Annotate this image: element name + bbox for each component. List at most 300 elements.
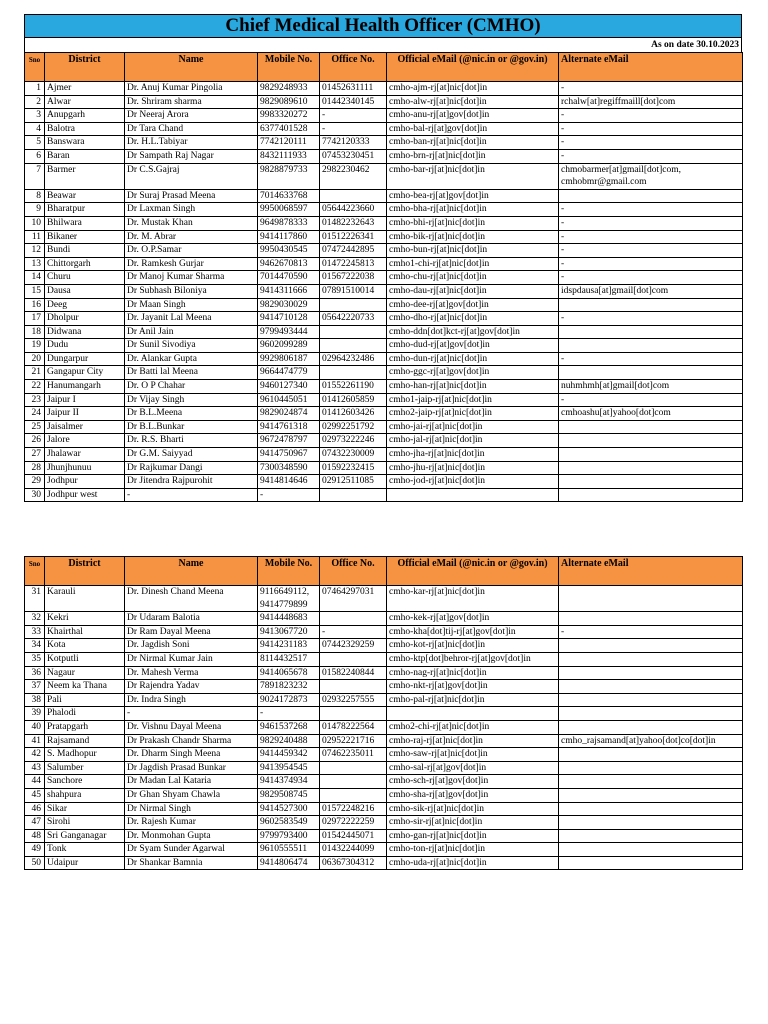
cell-name: Dr Shankar Bamnia <box>125 856 258 870</box>
cell-alt-email: - <box>559 352 743 366</box>
cell-name: Dr. O P Chahar <box>125 380 258 394</box>
cell-name: Dr. Indra Singh <box>125 693 258 707</box>
cell-district: Gangapur City <box>45 366 125 380</box>
cell-district: Pali <box>45 693 125 707</box>
cell-mobile: 9649878333 <box>258 216 320 230</box>
cell-name: Dr Sampath Raj Nagar <box>125 149 258 163</box>
cell-email: cmho1-jaip-rj[at]nic[dot]in <box>387 393 559 407</box>
cell-office: 01412603426 <box>320 407 387 421</box>
cell-mobile: 9414750967 <box>258 448 320 462</box>
cell-name: Dr. Vishnu Dayal Meena <box>125 720 258 734</box>
cell-sno: 15 <box>25 284 45 298</box>
cell-mobile: 9414117860 <box>258 230 320 244</box>
cell-alt-email: - <box>559 393 743 407</box>
cell-sno: 50 <box>25 856 45 870</box>
table-row <box>25 761 743 775</box>
cell-name: Dr G.M. Saiyyad <box>125 448 258 462</box>
cell-sno: 47 <box>25 816 45 830</box>
cell-email: cmho-jod-rj[at]nic[dot]in <box>387 475 559 489</box>
cell-office: 01582240844 <box>320 666 387 680</box>
cell-mobile: 9829030029 <box>258 298 320 312</box>
cell-email: cmho-kek-rj[at]gov[dot]in <box>387 612 559 626</box>
cell-alt-email: - <box>559 203 743 217</box>
cell-email: cmho-sir-rj[at]nic[dot]in <box>387 816 559 830</box>
table-row <box>25 693 743 707</box>
cell-mobile: 9829508745 <box>258 788 320 802</box>
cell-email: cmho-nag-rj[at]nic[dot]in <box>387 666 559 680</box>
cell-email: cmho-bha-rj[at]nic[dot]in <box>387 203 559 217</box>
cell-district: Kota <box>45 639 125 653</box>
cell-mobile: 9414459342 <box>258 748 320 762</box>
cell-alt-email: - <box>559 257 743 271</box>
cell-mobile: 9414231183 <box>258 639 320 653</box>
cell-name: Dr Rajkumar Dangi <box>125 461 258 475</box>
cell-name: Dr. Rajesh Kumar <box>125 816 258 830</box>
header-email: Official eMail (@nic.in or @gov.in) <box>387 557 559 586</box>
table-row <box>25 612 743 626</box>
cell-sno: 32 <box>25 612 45 626</box>
table-row <box>25 312 743 326</box>
cell-sno: 36 <box>25 666 45 680</box>
header-sno: Sno <box>25 53 45 82</box>
cell-mobile: 9929806187 <box>258 352 320 366</box>
cell-sno: 21 <box>25 366 45 380</box>
cell-email: cmho1-chi-rj[at]nic[dot]in <box>387 257 559 271</box>
table-row <box>25 366 743 380</box>
cell-sno: 4 <box>25 122 45 136</box>
cell-email: cmho-dee-rj[at]gov[dot]in <box>387 298 559 312</box>
cell-mobile: 9828879733 <box>258 163 320 189</box>
cell-office: 01478222564 <box>320 720 387 734</box>
cell-alt-email: - <box>559 216 743 230</box>
cell-name: Dr. O.P.Samar <box>125 244 258 258</box>
cell-sno: 42 <box>25 748 45 762</box>
header-mobile: Mobile No. <box>258 53 320 82</box>
cell-alt-email <box>559 666 743 680</box>
cell-alt-email: - <box>559 230 743 244</box>
cell-district: Beawar <box>45 189 125 203</box>
cell-email: cmho-sch-rj[at]gov[dot]in <box>387 775 559 789</box>
cell-sno: 39 <box>25 707 45 721</box>
cell-alt-email <box>559 639 743 653</box>
cell-alt-email: - <box>559 109 743 123</box>
cell-mobile: 9829024874 <box>258 407 320 421</box>
cell-alt-email <box>559 843 743 857</box>
table-row <box>25 586 743 612</box>
cell-name: Dr Suraj Prasad Meena <box>125 189 258 203</box>
cell-office <box>320 775 387 789</box>
cell-office: 01432244099 <box>320 843 387 857</box>
cell-alt-email: cmhoashu[at]yahoo[dot]com <box>559 407 743 421</box>
cell-office: 01472245813 <box>320 257 387 271</box>
cell-sno: 38 <box>25 693 45 707</box>
cell-name: Dr. Jayanit Lal Meena <box>125 312 258 326</box>
cell-alt-email: - <box>559 271 743 285</box>
cell-district: Bharatpur <box>45 203 125 217</box>
cell-district: Nagaur <box>45 666 125 680</box>
cell-email: cmho-anu-rj[at]gov[dot]in <box>387 109 559 123</box>
cell-name: Dr Nirmal Singh <box>125 802 258 816</box>
cell-office: 02992251792 <box>320 420 387 434</box>
cell-alt-email <box>559 189 743 203</box>
cell-mobile: 9829248933 <box>258 82 320 96</box>
cell-name: Dr. Shriram sharma <box>125 95 258 109</box>
cell-email: cmho-ban-rj[at]nic[dot]in <box>387 136 559 150</box>
cell-name: Dr Udaram Balotia <box>125 612 258 626</box>
cell-alt-email: rchalw[at]regiffmaill[dot]com <box>559 95 743 109</box>
cell-office <box>320 612 387 626</box>
cell-district: Dausa <box>45 284 125 298</box>
cell-name: Dr. Dharm Singh Meena <box>125 748 258 762</box>
cell-sno: 16 <box>25 298 45 312</box>
cell-name: Dr Nirmal Kumar Jain <box>125 652 258 666</box>
header-name: Name <box>125 557 258 586</box>
cell-district: Didwana <box>45 325 125 339</box>
table-row <box>25 461 743 475</box>
cell-mobile: 9414814646 <box>258 475 320 489</box>
cell-name: Dr. Monmohan Gupta <box>125 829 258 843</box>
cell-district: Anupgarh <box>45 109 125 123</box>
cell-email: cmho-han-rj[at]nic[dot]in <box>387 380 559 394</box>
cell-name: Dr. Dinesh Chand Meena <box>125 586 258 612</box>
cell-sno: 30 <box>25 488 45 502</box>
cell-sno: 40 <box>25 720 45 734</box>
cell-office <box>320 680 387 694</box>
cell-office: 01482232643 <box>320 216 387 230</box>
cell-office: 02952221716 <box>320 734 387 748</box>
cell-name: Dr. Ramkesh Gurjar <box>125 257 258 271</box>
cell-district: Khairthal <box>45 625 125 639</box>
table-row <box>25 625 743 639</box>
cell-name: Dr Vijay Singh <box>125 393 258 407</box>
cell-sno: 25 <box>25 420 45 434</box>
cell-sno: 45 <box>25 788 45 802</box>
cell-alt-email <box>559 748 743 762</box>
cell-district: Jhunjhunuu <box>45 461 125 475</box>
table-row <box>25 257 743 271</box>
cell-email: cmho-ggc-rj[at]gov[dot]in <box>387 366 559 380</box>
cell-sno: 28 <box>25 461 45 475</box>
cell-name: Dr Jitendra Rajpurohit <box>125 475 258 489</box>
cell-alt-email: chmobarmer[at]gmail[dot]com, cmhobmr@gmail.com <box>559 163 743 189</box>
cell-alt-email <box>559 325 743 339</box>
cell-alt-email <box>559 586 743 612</box>
table-row <box>25 230 743 244</box>
cell-sno: 41 <box>25 734 45 748</box>
cell-sno: 13 <box>25 257 45 271</box>
cell-alt-email <box>559 652 743 666</box>
cell-sno: 43 <box>25 761 45 775</box>
table-row <box>25 856 743 870</box>
cell-sno: 46 <box>25 802 45 816</box>
cell-alt-email <box>559 788 743 802</box>
cell-alt-email <box>559 488 743 502</box>
cell-mobile: 9413067720 <box>258 625 320 639</box>
cell-office <box>320 189 387 203</box>
cell-email: cmho-jha-rj[at]nic[dot]in <box>387 448 559 462</box>
cell-mobile: 8114432517 <box>258 652 320 666</box>
cell-email: cmho-bar-rj[at]nic[dot]in <box>387 163 559 189</box>
table-row <box>25 666 743 680</box>
header-email: Official eMail (@nic.in or @gov.in) <box>387 53 559 82</box>
cell-email: cmho-alw-rj[at]nic[dot]in <box>387 95 559 109</box>
cell-sno: 14 <box>25 271 45 285</box>
cell-alt-email: idspdausa[at]gmail[dot]com <box>559 284 743 298</box>
cell-mobile: 7014633768 <box>258 189 320 203</box>
cell-email: cmho-jhu-rj[at]nic[dot]in <box>387 461 559 475</box>
cell-office: 07432230009 <box>320 448 387 462</box>
cell-mobile: 9414311666 <box>258 284 320 298</box>
header-district: District <box>45 53 125 82</box>
cell-office: 01412605859 <box>320 393 387 407</box>
cell-sno: 3 <box>25 109 45 123</box>
cell-alt-email <box>559 856 743 870</box>
cell-district: Rajsamand <box>45 734 125 748</box>
cell-office <box>320 366 387 380</box>
cell-alt-email: - <box>559 312 743 326</box>
cell-mobile: 9799493444 <box>258 325 320 339</box>
cell-district: Neem ka Thana <box>45 680 125 694</box>
header-name: Name <box>125 53 258 82</box>
cell-office: 07472442895 <box>320 244 387 258</box>
cell-email: cmho-bea-rj[at]gov[dot]in <box>387 189 559 203</box>
cell-name: Dr. Mustak Khan <box>125 216 258 230</box>
header-mobile: Mobile No. <box>258 557 320 586</box>
cell-name: Dr Rajendra Yadav <box>125 680 258 694</box>
cell-mobile: 9950430545 <box>258 244 320 258</box>
cell-sno: 35 <box>25 652 45 666</box>
cell-alt-email: nuhmhmh[at]gmail[dot]com <box>559 380 743 394</box>
cell-office: 01552261190 <box>320 380 387 394</box>
table-row <box>25 639 743 653</box>
cell-sno: 5 <box>25 136 45 150</box>
cell-office <box>320 707 387 721</box>
cell-email: cmho-dud-rj[at]gov[dot]in <box>387 339 559 353</box>
cell-mobile: 9799793400 <box>258 829 320 843</box>
cell-alt-email: - <box>559 122 743 136</box>
cell-sno: 22 <box>25 380 45 394</box>
cell-district: shahpura <box>45 788 125 802</box>
table-row <box>25 380 743 394</box>
page-title: Chief Medical Health Officer (CMHO) <box>24 14 742 38</box>
cell-mobile: 9602583549 <box>258 816 320 830</box>
cell-alt-email <box>559 720 743 734</box>
cell-mobile: 9414527300 <box>258 802 320 816</box>
cell-sno: 1 <box>25 82 45 96</box>
table-2-body <box>25 586 743 870</box>
cell-district: Udaipur <box>45 856 125 870</box>
cell-email: cmho-sik-rj[at]nic[dot]in <box>387 802 559 816</box>
cell-name: Dr Jagdish Prasad Bunkar <box>125 761 258 775</box>
cell-name: Dr Ram Dayal Meena <box>125 625 258 639</box>
cell-name: - <box>125 707 258 721</box>
cell-email: cmho-pal-rj[at]nic[dot]in <box>387 693 559 707</box>
cell-district: Phalodi <box>45 707 125 721</box>
cell-office: 05644223660 <box>320 203 387 217</box>
cell-mobile: 9414065678 <box>258 666 320 680</box>
cell-email <box>387 488 559 502</box>
cell-alt-email <box>559 434 743 448</box>
cmho-table-2 <box>24 556 743 870</box>
cell-office <box>320 488 387 502</box>
cell-name: Dr Manoj Kumar Sharma <box>125 271 258 285</box>
cell-sno: 33 <box>25 625 45 639</box>
cell-mobile: 9414806474 <box>258 856 320 870</box>
as-on-date: As on date 30.10.2023 <box>24 38 742 52</box>
cell-office: 02973222246 <box>320 434 387 448</box>
cell-district: Dungarpur <box>45 352 125 366</box>
cell-office <box>320 761 387 775</box>
cell-district: Jalore <box>45 434 125 448</box>
cell-name: Dr Maan Singh <box>125 298 258 312</box>
cell-mobile: 9610445051 <box>258 393 320 407</box>
cell-email: cmho-saw-rj[at]nic[dot]in <box>387 748 559 762</box>
cell-alt-email <box>559 612 743 626</box>
cell-name: Dr. M. Abrar <box>125 230 258 244</box>
cell-name: Dr Madan Lal Kataria <box>125 775 258 789</box>
cell-email <box>387 707 559 721</box>
header-office: Office No. <box>320 53 387 82</box>
cell-name: Dr Prakash Chandr Sharma <box>125 734 258 748</box>
table-row <box>25 843 743 857</box>
cell-district: Bikaner <box>45 230 125 244</box>
cell-office: - <box>320 109 387 123</box>
cell-alt-email <box>559 707 743 721</box>
cell-sno: 24 <box>25 407 45 421</box>
table-row <box>25 163 743 189</box>
cell-district: Dudu <box>45 339 125 353</box>
cell-sno: 44 <box>25 775 45 789</box>
cell-district: Hanumangarh <box>45 380 125 394</box>
cell-name: Dr. Mahesh Verma <box>125 666 258 680</box>
table-row <box>25 216 743 230</box>
cell-alt-email <box>559 475 743 489</box>
cell-email: cmho-bhi-rj[at]nic[dot]in <box>387 216 559 230</box>
cell-district: Kotputli <box>45 652 125 666</box>
cell-mobile: 9462670813 <box>258 257 320 271</box>
table-row <box>25 393 743 407</box>
cell-office: 01452631111 <box>320 82 387 96</box>
cell-email: cmho-jai-rj[at]nic[dot]in <box>387 420 559 434</box>
cell-email: cmho-bal-rj[at]gov[dot]in <box>387 122 559 136</box>
cell-district: Jodhpur <box>45 475 125 489</box>
cell-alt-email: - <box>559 136 743 150</box>
cell-name: Dr Subhash Biloniya <box>125 284 258 298</box>
table-1-body <box>25 82 743 502</box>
cell-email: cmho-bun-rj[at]nic[dot]in <box>387 244 559 258</box>
cell-alt-email: - <box>559 82 743 96</box>
cell-email: cmho-chu-rj[at]nic[dot]in <box>387 271 559 285</box>
header-office: Office No. <box>320 557 387 586</box>
cell-sno: 2 <box>25 95 45 109</box>
table-row <box>25 475 743 489</box>
table-row <box>25 325 743 339</box>
cell-mobile: 9414710128 <box>258 312 320 326</box>
cell-email: cmho-dun-rj[at]nic[dot]in <box>387 352 559 366</box>
cell-district: Jaisalmer <box>45 420 125 434</box>
cell-name: Dr Syam Sunder Agarwal <box>125 843 258 857</box>
cell-name: Dr Neeraj Arora <box>125 109 258 123</box>
cell-office <box>320 298 387 312</box>
table-row <box>25 109 743 123</box>
cell-sno: 12 <box>25 244 45 258</box>
cell-office: 01442340145 <box>320 95 387 109</box>
cell-mobile: 9672478797 <box>258 434 320 448</box>
cell-alt-email <box>559 680 743 694</box>
cell-name: Dr Laxman Singh <box>125 203 258 217</box>
cell-name: Dr. Alankar Gupta <box>125 352 258 366</box>
cell-district: Banswara <box>45 136 125 150</box>
cell-name: Dr Sunil Sivodiya <box>125 339 258 353</box>
cell-name: - <box>125 488 258 502</box>
cell-sno: 10 <box>25 216 45 230</box>
table-row <box>25 271 743 285</box>
cell-office: 01512226341 <box>320 230 387 244</box>
cell-name: Dr C.S.Gajraj <box>125 163 258 189</box>
table-row <box>25 720 743 734</box>
header-district: District <box>45 557 125 586</box>
table-row <box>25 339 743 353</box>
cell-office: - <box>320 122 387 136</box>
table-row <box>25 488 743 502</box>
cell-alt-email <box>559 448 743 462</box>
table-row <box>25 82 743 96</box>
cell-sno: 20 <box>25 352 45 366</box>
table-row <box>25 775 743 789</box>
table-row <box>25 149 743 163</box>
table-row <box>25 420 743 434</box>
cell-district: Dholpur <box>45 312 125 326</box>
cell-mobile: - <box>258 707 320 721</box>
cell-office: 01542445071 <box>320 829 387 843</box>
cmho-table-1 <box>24 52 743 502</box>
cell-office <box>320 652 387 666</box>
cell-mobile: 9983320272 <box>258 109 320 123</box>
cell-district: Jodhpur west <box>45 488 125 502</box>
table-row <box>25 680 743 694</box>
cell-sno: 31 <box>25 586 45 612</box>
cell-email: cmho-nkt-rj[at]gov[dot]in <box>387 680 559 694</box>
cell-mobile: 9829240488 <box>258 734 320 748</box>
cell-district: S. Madhopur <box>45 748 125 762</box>
cell-office: 07453230451 <box>320 149 387 163</box>
cell-alt-email: cmho_rajsamand[at]yahoo[dot]co[dot]in <box>559 734 743 748</box>
cell-office <box>320 339 387 353</box>
cell-mobile: 7891823232 <box>258 680 320 694</box>
cell-district: Sirohi <box>45 816 125 830</box>
cell-alt-email <box>559 366 743 380</box>
cell-mobile: 9414761318 <box>258 420 320 434</box>
cell-office: 02912511085 <box>320 475 387 489</box>
cell-office: 07462235011 <box>320 748 387 762</box>
cell-office: 06367304312 <box>320 856 387 870</box>
cell-sno: 17 <box>25 312 45 326</box>
cell-office: 07464297031 <box>320 586 387 612</box>
cell-name: Dr B.L.Bunkar <box>125 420 258 434</box>
cell-sno: 18 <box>25 325 45 339</box>
cell-office: 01567222038 <box>320 271 387 285</box>
cell-alt-email <box>559 420 743 434</box>
cell-sno: 8 <box>25 189 45 203</box>
cell-name: Dr Batti lal Meena <box>125 366 258 380</box>
cell-sno: 9 <box>25 203 45 217</box>
table-row <box>25 652 743 666</box>
cell-district: Churu <box>45 271 125 285</box>
cell-district: Deeg <box>45 298 125 312</box>
cell-mobile: 9602099289 <box>258 339 320 353</box>
cell-email: cmho-ktp[dot]behror-rj[at]gov[dot]in <box>387 652 559 666</box>
cell-district: Sikar <box>45 802 125 816</box>
